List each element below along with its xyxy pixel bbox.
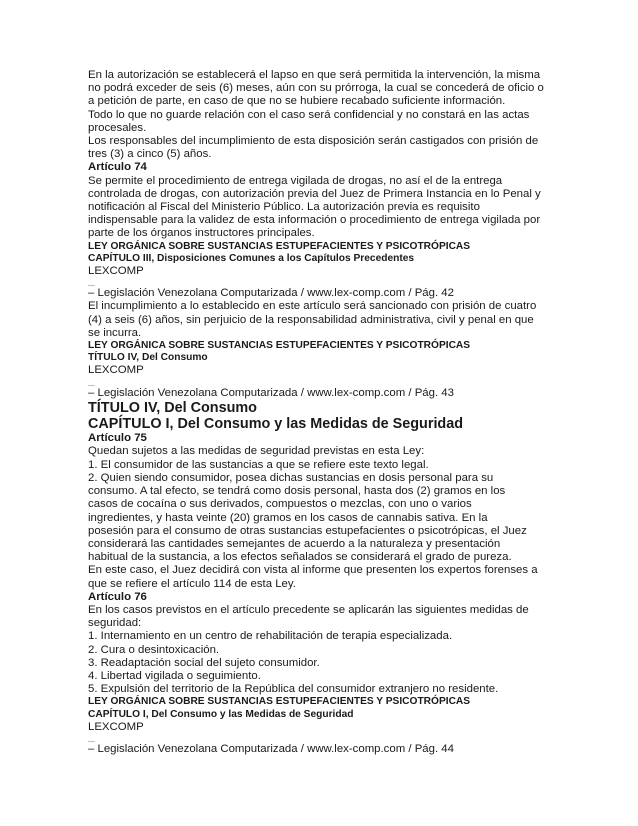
page-footer: – Legislación Venezolana Computarizada / www.lex-comp.com / Pág. 42 [88,287,454,300]
text-line: En la autorización se establecerá el lapso en que será permitida la intervención, la misma [88,69,541,81]
text-line: posesión para el consumo de otras sustancias estupefacientes o psicotrópicas, el Juez [88,524,527,537]
chapter-title: CAPÍTULO III, Disposiciones Comunes a los Capítulos Precedentes [88,252,415,264]
text-line: 3. Readaptación social del sujeto consumidor. [88,656,320,669]
brand-name: LEXCOMP [88,720,144,733]
law-title: LEY ORGÁNICA SOBRE SUSTANCIAS ESTUPEFACIENTES Y PSICOTRÓPICAS [88,240,471,252]
text-line: (4) a seis (6) años, sin perjuicio de la responsabilidad administrativa, civil y penal en que [88,313,534,326]
text-line: 4. Libertad vigilada o seguimiento. [88,669,261,682]
text-line: 2. Quien siendo consumidor, posea dichas sustancias en dosis personal para su [88,471,494,484]
page-footer: – Legislación Venezolana Computarizada / www.lex-comp.com / Pág. 44 [88,742,454,755]
article-title: Artículo 76 [88,590,147,603]
text-line: procesales. [88,121,147,134]
article-title: Artículo 74 [88,161,147,174]
text-line: Los responsables del incumplimiento de esta disposición serán castigados con prisión de [88,135,539,148]
text-line: 1. El consumidor de las sustancias a que se refiere este texto legal. [88,458,429,471]
text-line: seguridad: [88,617,142,630]
text-line: Se permite el procedimiento de entrega vigilada de drogas, no así el de la entrega [88,174,503,187]
text-line: se incurra. [88,326,142,339]
text-line: Quedan sujetos a las medidas de seguridad previstas en esta Ley: [88,445,425,458]
text-line: tres (3) a cinco (5) años. [88,148,212,161]
text-line: parte de los órganos instructores principales. [88,227,315,240]
article-title: Artículo 75 [88,432,147,445]
running-header-42 [88,241,558,301]
article-76 [88,591,558,697]
text-line: consumo. A tal efecto, se tendrá como dosis personal, hasta dos (2) gramos en los [88,485,506,498]
separator-mark: __ [88,379,95,386]
chapter-title: TÍTULO IV, Del Consumo [88,352,208,364]
text-line: En este caso, el Juez decidirá con vista al informe que presenten los expertos forenses a [88,564,538,577]
text-line: casos de cocaína o sus derivados, compuestos o mezclas, con uno o varios [88,498,472,511]
paragraph-intervention [88,69,558,161]
text-line: Todo lo que no guarde relación con el caso será confidencial y no constará en las actas [88,108,530,121]
article-74 [88,161,558,240]
text-line: ingredientes, y hasta veinte (20) gramos en los casos de cannabis sativa. En la [88,511,488,524]
running-header-44 [88,696,558,756]
law-title: LEY ORGÁNICA SOBRE SUSTANCIAS ESTUPEFACIENTES Y PSICOTRÓPICAS [88,340,471,352]
running-header-43 [88,340,558,400]
document-page [88,69,558,756]
text-line: habitual de la sustancia, a los efectos señalados se considerará el grado de pureza. [88,551,512,564]
text-line: indispensable para la validez de esta información o procedimiento de entrega vigilada por [88,214,541,227]
text-line: 5. Expulsión del territorio de la República del consumidor extranjero no residente. [88,683,499,696]
title-heading: TÍTULO IV, Del Consumo [88,399,257,416]
paragraph-penalty [88,300,558,340]
text-line: notificación al Fiscal del Ministerio Público. La autorización previa es requisito [88,201,480,214]
law-title: LEY ORGÁNICA SOBRE SUSTANCIAS ESTUPEFACIENTES Y PSICOTRÓPICAS [88,696,471,708]
text-line: 1. Internamiento en un centro de rehabilitación de terapia especializada. [88,630,453,643]
separator-mark: __ [88,735,95,742]
text-line: que se refiere el artículo 114 de esta Ley. [88,577,296,590]
brand-name: LEXCOMP [88,265,144,278]
text-line: a petición de parte, en caso de que no se hubiere recabado suficiente información. [88,95,506,108]
text-line: El incumplimiento a lo establecido en este artículo será sancionado con prisión de cuatro [88,300,537,313]
text-line: 2. Cura o desintoxicación. [88,643,220,656]
section-heading [88,400,558,432]
brand-name: LEXCOMP [88,364,144,377]
text-line: considerará las cantidades semejantes de acuerdo a la naturaleza y presentación [88,537,501,550]
text-line: controlada de drogas, con autorización previa del Juez de Primera Instancia en lo Penal y [88,187,541,200]
text-line: no podrá exceder de seis (6) meses, aún con su prórroga, la cual se concederá de oficio o [88,82,544,95]
article-75 [88,432,558,590]
chapter-title: CAPÍTULO I, Del Consumo y las Medidas de Seguridad [88,708,354,720]
separator-mark: __ [88,280,95,287]
text-line: En los casos previstos en el artículo precedente se aplicarán las siguientes medidas de [88,603,529,616]
chapter-heading: CAPÍTULO I, Del Consumo y las Medidas de Seguridad [88,416,464,433]
page-footer: – Legislación Venezolana Computarizada / www.lex-comp.com / Pág. 43 [88,386,454,399]
